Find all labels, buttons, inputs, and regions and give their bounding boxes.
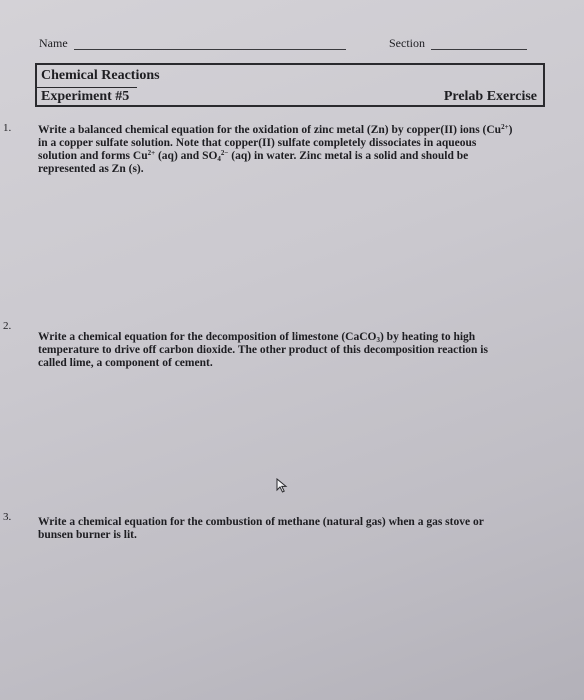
title-box [35, 63, 545, 107]
question-1-text [38, 124, 548, 176]
section-line [431, 49, 527, 50]
question-3-text [38, 516, 548, 542]
question-2-line-3: called lime, a component of cement. [38, 357, 213, 369]
section-label: Section [389, 36, 425, 50]
name-line [74, 49, 346, 50]
title-divider [37, 87, 137, 88]
question-3-line-2: bunsen burner is lit. [38, 529, 137, 541]
question-2-line-2: temperature to drive off carbon dioxide. The other product of this decomposition reaction is [38, 344, 488, 356]
title-experiment: Experiment #5 [41, 89, 130, 104]
question-2-number: 2. [3, 320, 12, 332]
question-2-line-1: Write a chemical equation for the decomposition of limestone (CaCO$_3$) by heating to high [38, 331, 476, 344]
question-1-line-2: in a copper sulfate solution. Note that copper(II) sulfate completely dissociates in aqueous [38, 137, 477, 149]
name-label: Name [39, 36, 68, 50]
title-chemical-reactions: Chemical Reactions [41, 68, 160, 83]
question-2-text [38, 331, 548, 370]
question-1-line-1: Write a balanced chemical equation for the oxidation of zinc metal (Zn) by copper(II) ions $(Cu^{2+})$ [38, 123, 513, 136]
question-3-number: 3. [3, 511, 12, 523]
question-1-line-3: solution and forms $Cu^{2+}$ (aq) and $SO_4^{2-}$ (aq) in water. Zinc metal is a solid and should be [38, 149, 469, 163]
mouse-pointer-icon [276, 478, 288, 494]
question-1-number: 1. [3, 122, 12, 134]
prelab-label: Prelab Exercise [443, 89, 537, 104]
question-1-line-4: represented as Zn (s). [38, 163, 144, 175]
question-3-line-1: Write a chemical equation for the combustion of methane (natural gas) when a gas stove or [38, 516, 484, 528]
